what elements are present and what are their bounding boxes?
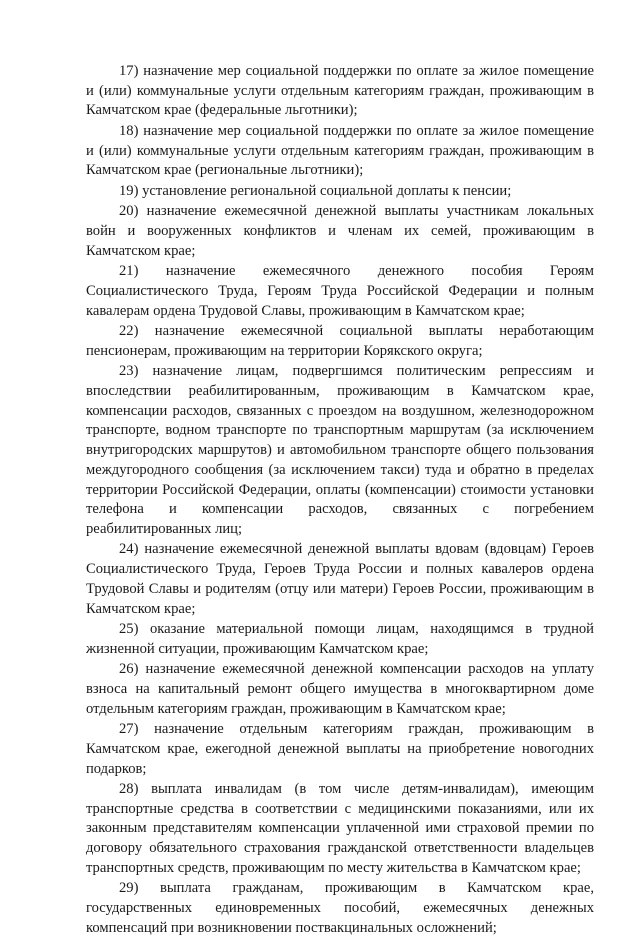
paragraph-item-29: 29) выплата гражданам, проживающим в Камчатском крае, государственных единовременных пособий, ежемесячных денежных компенсаций при возникновении поствакцинальных осложнений; [86,880,594,936]
paragraph-item-26: 26) назначение ежемесячной денежной компенсации расходов на уплату взноса на капитальный ремонт общего имущества в многоквартирном доме отдельным категориям граждан, проживающим в Камчатском крае; [86,661,594,717]
paragraph-item-22: 22) назначение ежемесячной социальной выплаты неработающим пенсионерам, проживающим на территории Корякского округа; [86,323,594,359]
document-body [86,62,594,939]
paragraph-item-24: 24) назначение ежемесячной денежной выплаты вдовам (вдовцам) Героев Социалистического Труда, Героев Труда России и полных кавалеров ордена Трудовой Славы и родителям (отцу или матери) Героев России, проживающим в Камчатском крае; [86,541,594,617]
paragraph-item-18: 18) назначение мер социальной поддержки по оплате за жилое помещение и (или) коммунальные услуги отдельным категориям граждан, проживающим в Камчатском крае (региональные льготники); [86,122,594,179]
paragraph-item-21: 21) назначение ежемесячного денежного пособия Героям Социалистического Труда, Героям Труда Российской Федерации и полным кавалерам ордена Трудовой Славы, проживающим в Камчатском крае; [86,263,594,319]
paragraph-item-17: 17) назначение мер социальной поддержки по оплате за жилое помещение и (или) коммунальные услуги отдельным категориям граждан, проживающим в Камчатском крае (федеральные льготники); [86,63,594,119]
paragraph-item-27: 27) назначение отдельным категориям граждан, проживающим в Камчатском крае, ежегодной денежной выплаты на приобретение новогодних подарков; [86,721,594,777]
paragraph-item-19: 19) установление региональной социальной доплаты к пенсии; [119,182,512,199]
paragraph-item-20: 20) назначение ежемесячной денежной выплаты участникам локальных войн и вооруженных конфликтов и членам их семей, проживающим в Камчатском крае; [86,203,594,259]
paragraph-item-28: 28) выплата инвалидам (в том числе детям-инвалидам), имеющим транспортные средства в соответствии с медицинскими показаниями, или их законным представителям компенсации уплаченной ими страховой премии по договору обязательного страхования гражданской ответственности владельцев транспортных средств, проживающим по месту жительства в Камчатском крае; [86,781,594,876]
paragraph-item-23: 23) назначение лицам, подвергшимся политическим репрессиям и впоследствии реабилитированным, проживающим в Камчатском крае, компенсации расходов, связанных с проездом на воздушном, железнодорожном транспорте, водном транспорте по транспортным маршрутам (за исключением внутригородских маршрутов) и автомобильном транспорте общего пользования междугородного сообщения (за исключением такси) туда и обратно в пределах территории Российской Федерации, оплаты (компенсации) стоимости установки телефона и компенсации расходов, связанных с погребением реабилитированных лиц; [86,363,594,537]
paragraph-item-25: 25) оказание материальной помощи лицам, находящимся в трудной жизненной ситуации, проживающим Камчатском крае; [86,621,594,657]
